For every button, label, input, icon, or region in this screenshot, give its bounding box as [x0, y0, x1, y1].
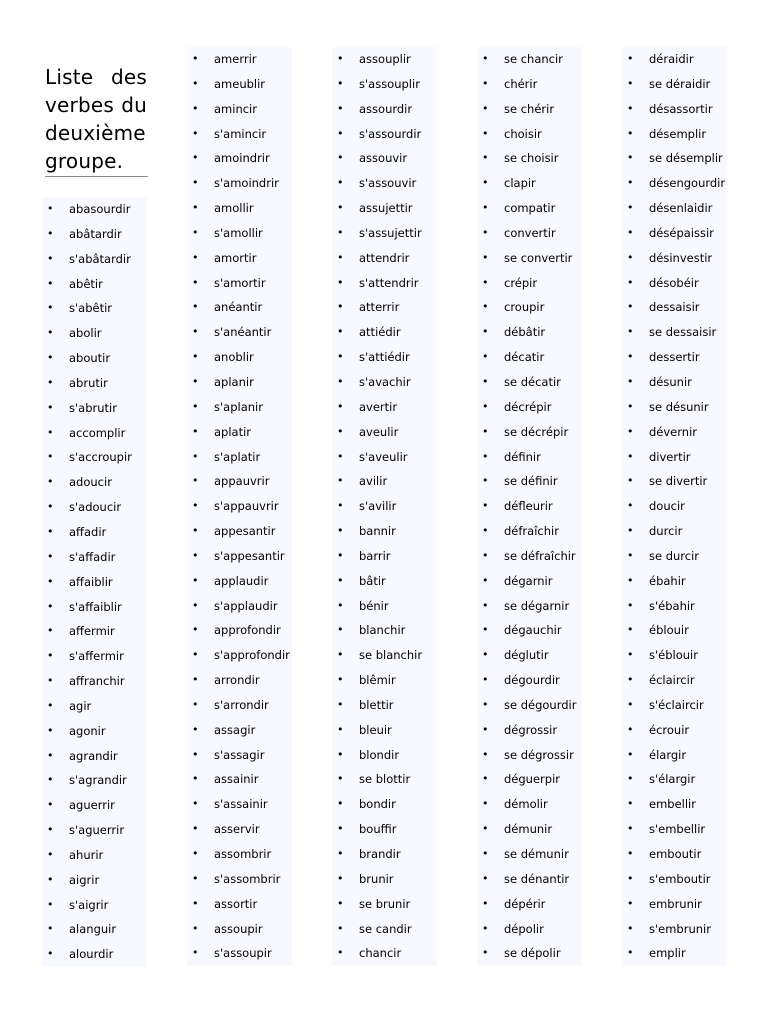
verb-item: • dévernir [649, 420, 727, 445]
verb-item: • se désunir [649, 395, 727, 420]
verb-item: • abâtardir [69, 222, 147, 247]
verb-item: • assujettir [359, 196, 437, 221]
verb-item: • attendrir [359, 246, 437, 271]
verb-item: • affranchir [69, 669, 147, 694]
verb-item: • s'assainir [214, 792, 292, 817]
verb-item: • se blottir [359, 767, 437, 792]
verb-item: • aveulir [359, 420, 437, 445]
verb-item: • approfondir [214, 618, 292, 643]
verb-item: • dessaisir [649, 295, 727, 320]
verb-item: • s'applaudir [214, 594, 292, 619]
verb-item: • abrutir [69, 371, 147, 396]
verb-item: • s'aveulir [359, 445, 437, 470]
verb-item: • croupir [504, 295, 582, 320]
verb-item: • chérir [504, 72, 582, 97]
verb-item: • s'embellir [649, 817, 727, 842]
verb-item: • choisir [504, 122, 582, 147]
verb-item: • avertir [359, 395, 437, 420]
verb-item: • dégrossir [504, 718, 582, 743]
verb-item: • dessertir [649, 345, 727, 370]
verb-item: • se durcir [649, 544, 727, 569]
verb-column-4 [477, 47, 582, 966]
verb-item: • aplanir [214, 370, 292, 395]
verb-item: • appesantir [214, 519, 292, 544]
verb-item: • emplir [649, 941, 727, 966]
verb-item: • désinvestir [649, 246, 727, 271]
verb-item: • blêmir [359, 668, 437, 693]
verb-item: • ahurir [69, 843, 147, 868]
verb-item: • barrir [359, 544, 437, 569]
verb-item: • démolir [504, 792, 582, 817]
verb-item: • amerrir [214, 47, 292, 72]
verb-item: • se convertir [504, 246, 582, 271]
verb-item: • se désemplir [649, 146, 727, 171]
verb-item: • anéantir [214, 295, 292, 320]
verb-column-3 [332, 47, 437, 966]
verb-item: • agrandir [69, 744, 147, 769]
verb-item: • s'aplanir [214, 395, 292, 420]
verb-item: • se dénantir [504, 867, 582, 892]
verb-item: • défraîchir [504, 519, 582, 544]
verb-item: • déglutir [504, 643, 582, 668]
verb-item: • assouplir [359, 47, 437, 72]
verb-item: • démunir [504, 817, 582, 842]
verb-item: • bondir [359, 792, 437, 817]
verb-column-5 [622, 47, 727, 966]
verb-item: • écrouir [649, 718, 727, 743]
verb-item: • blettir [359, 693, 437, 718]
verb-item: • s'assagir [214, 743, 292, 768]
verb-item: • brandir [359, 842, 437, 867]
verb-item: • décrépir [504, 395, 582, 420]
verb-item: • amortir [214, 246, 292, 271]
verb-item: • éblouir [649, 618, 727, 643]
verb-item: • se divertir [649, 469, 727, 494]
verb-item: • défleurir [504, 494, 582, 519]
verb-item: • adoucir [69, 470, 147, 495]
verb-item: • atterrir [359, 295, 437, 320]
verb-item: • désengourdir [649, 171, 727, 196]
verb-item: • dépolir [504, 917, 582, 942]
verb-item: • s'accroupir [69, 445, 147, 470]
verb-item: • amoindrir [214, 146, 292, 171]
verb-item: • s'embrunir [649, 917, 727, 942]
verb-item: • assourdir [359, 97, 437, 122]
verb-item: • assoupir [214, 917, 292, 942]
verb-column-1 [42, 197, 147, 967]
verb-item: • assainir [214, 767, 292, 792]
verb-item: • s'éclaircir [649, 693, 727, 718]
verb-item: • attiédir [359, 320, 437, 345]
verb-item: • divertir [649, 445, 727, 470]
verb-item: • désunir [649, 370, 727, 395]
verb-item: • crépir [504, 271, 582, 296]
verb-item: • abasourdir [69, 197, 147, 222]
verb-item: • s'abrutir [69, 396, 147, 421]
verb-item: • dépérir [504, 892, 582, 917]
verb-item: • s'affadir [69, 545, 147, 570]
verb-item: • s'adoucir [69, 495, 147, 520]
verb-item: • définir [504, 445, 582, 470]
verb-item: • décatir [504, 345, 582, 370]
verb-item: • s'amincir [214, 122, 292, 147]
verb-item: • s'amortir [214, 271, 292, 296]
verb-item: • clapir [504, 171, 582, 196]
verb-item: • assombrir [214, 842, 292, 867]
verb-item: • aigrir [69, 868, 147, 893]
verb-item: • bénir [359, 594, 437, 619]
verb-item: • se brunir [359, 892, 437, 917]
verb-item: • blanchir [359, 618, 437, 643]
verb-item: • bannir [359, 519, 437, 544]
verb-item: • abêtir [69, 272, 147, 297]
verb-item: • se démunir [504, 842, 582, 867]
verb-item: • brunir [359, 867, 437, 892]
verb-item: • s'agrandir [69, 768, 147, 793]
verb-item: • se chancir [504, 47, 582, 72]
verb-item: • s'anéantir [214, 320, 292, 345]
verb-item: • aboutir [69, 346, 147, 371]
verb-item: • embrunir [649, 892, 727, 917]
verb-item: • s'appesantir [214, 544, 292, 569]
verb-item: • compatir [504, 196, 582, 221]
verb-item: • abolir [69, 321, 147, 346]
verb-item: • désassortir [649, 97, 727, 122]
verb-item: • désemplir [649, 122, 727, 147]
verb-item: • s'avachir [359, 370, 437, 395]
verb-item: • amollir [214, 196, 292, 221]
verb-item: • applaudir [214, 569, 292, 594]
verb-item: • éclaircir [649, 668, 727, 693]
verb-item: • embellir [649, 792, 727, 817]
verb-item: • se choisir [504, 146, 582, 171]
verb-item: • s'éblouir [649, 643, 727, 668]
verb-item: • arrondir [214, 668, 292, 693]
verb-item: • se décatir [504, 370, 582, 395]
verb-item: • blondir [359, 743, 437, 768]
verb-item: • affermir [69, 619, 147, 644]
verb-item: • se dégarnir [504, 594, 582, 619]
verb-item: • bâtir [359, 569, 437, 594]
verb-item: • s'emboutir [649, 867, 727, 892]
verb-item: • affaiblir [69, 570, 147, 595]
verb-item: • dégarnir [504, 569, 582, 594]
verb-item: • s'amollir [214, 221, 292, 246]
verb-item: • se dépolir [504, 941, 582, 966]
verb-item: • se définir [504, 469, 582, 494]
verb-item: • se dégrossir [504, 743, 582, 768]
verb-item: • s'assoupir [214, 941, 292, 966]
verb-item: • emboutir [649, 842, 727, 867]
verb-item: • se blanchir [359, 643, 437, 668]
verb-item: • bleuir [359, 718, 437, 743]
verb-item: • se candir [359, 917, 437, 942]
verb-item: • déguerpir [504, 767, 582, 792]
verb-item: • agir [69, 694, 147, 719]
verb-item: • se chérir [504, 97, 582, 122]
verb-item: • s'approfondir [214, 643, 292, 668]
verb-item: • s'aigrir [69, 893, 147, 918]
verb-item: • accomplir [69, 421, 147, 446]
verb-item: • assortir [214, 892, 292, 917]
verb-item: • s'amoindrir [214, 171, 292, 196]
verb-column-2 [187, 47, 292, 966]
verb-item: • s'assouvir [359, 171, 437, 196]
verb-item: • s'aplatir [214, 445, 292, 470]
verb-item: • agonir [69, 719, 147, 744]
verb-item: • ameublir [214, 72, 292, 97]
verb-item: • désenlaidir [649, 196, 727, 221]
verb-item: • avilir [359, 469, 437, 494]
page-title: Liste des verbes du deuxième groupe. [45, 65, 147, 173]
verb-item: • élargir [649, 743, 727, 768]
verb-item: • se dégourdir [504, 693, 582, 718]
verb-item: • déraidir [649, 47, 727, 72]
verb-item: • s'avilir [359, 494, 437, 519]
verb-item: • doucir [649, 494, 727, 519]
verb-item: • s'attiédir [359, 345, 437, 370]
verb-item: • s'affaiblir [69, 595, 147, 620]
verb-item: • s'élargir [649, 767, 727, 792]
verb-item: • bouffir [359, 817, 437, 842]
verb-item: • dégauchir [504, 618, 582, 643]
title-underline [45, 176, 148, 177]
verb-item: • s'abâtardir [69, 247, 147, 272]
verb-item: • durcir [649, 519, 727, 544]
verb-item: • se défraîchir [504, 544, 582, 569]
verb-item: • débâtir [504, 320, 582, 345]
verb-item: • dégourdir [504, 668, 582, 693]
verb-item: • convertir [504, 221, 582, 246]
verb-item: • asservir [214, 817, 292, 842]
verb-item: • s'assourdir [359, 122, 437, 147]
verb-item: • s'appauvrir [214, 494, 292, 519]
verb-item: • ébahir [649, 569, 727, 594]
verb-item: • affadir [69, 520, 147, 545]
verb-item: • s'assouplir [359, 72, 437, 97]
verb-item: • appauvrir [214, 469, 292, 494]
verb-item: • alanguir [69, 917, 147, 942]
verb-item: • s'affermir [69, 644, 147, 669]
verb-item: • s'ébahir [649, 594, 727, 619]
verb-item: • se déraidir [649, 72, 727, 97]
verb-item: • anoblir [214, 345, 292, 370]
verb-item: • s'assujettir [359, 221, 437, 246]
verb-item: • aplatir [214, 420, 292, 445]
verb-item: • chancir [359, 941, 437, 966]
verb-item: • s'arrondir [214, 693, 292, 718]
verb-item: • se décrépir [504, 420, 582, 445]
verb-item: • alourdir [69, 942, 147, 967]
verb-item: • se dessaisir [649, 320, 727, 345]
verb-item: • aguerrir [69, 793, 147, 818]
verb-item: • s'abêtir [69, 296, 147, 321]
verb-item: • s'attendrir [359, 271, 437, 296]
verb-item: • s'assombrir [214, 867, 292, 892]
verb-item: • désépaissir [649, 221, 727, 246]
verb-item: • désobéir [649, 271, 727, 296]
verb-item: • amincir [214, 97, 292, 122]
verb-item: • s'aguerrir [69, 818, 147, 843]
verb-item: • assagir [214, 718, 292, 743]
verb-item: • assouvir [359, 146, 437, 171]
